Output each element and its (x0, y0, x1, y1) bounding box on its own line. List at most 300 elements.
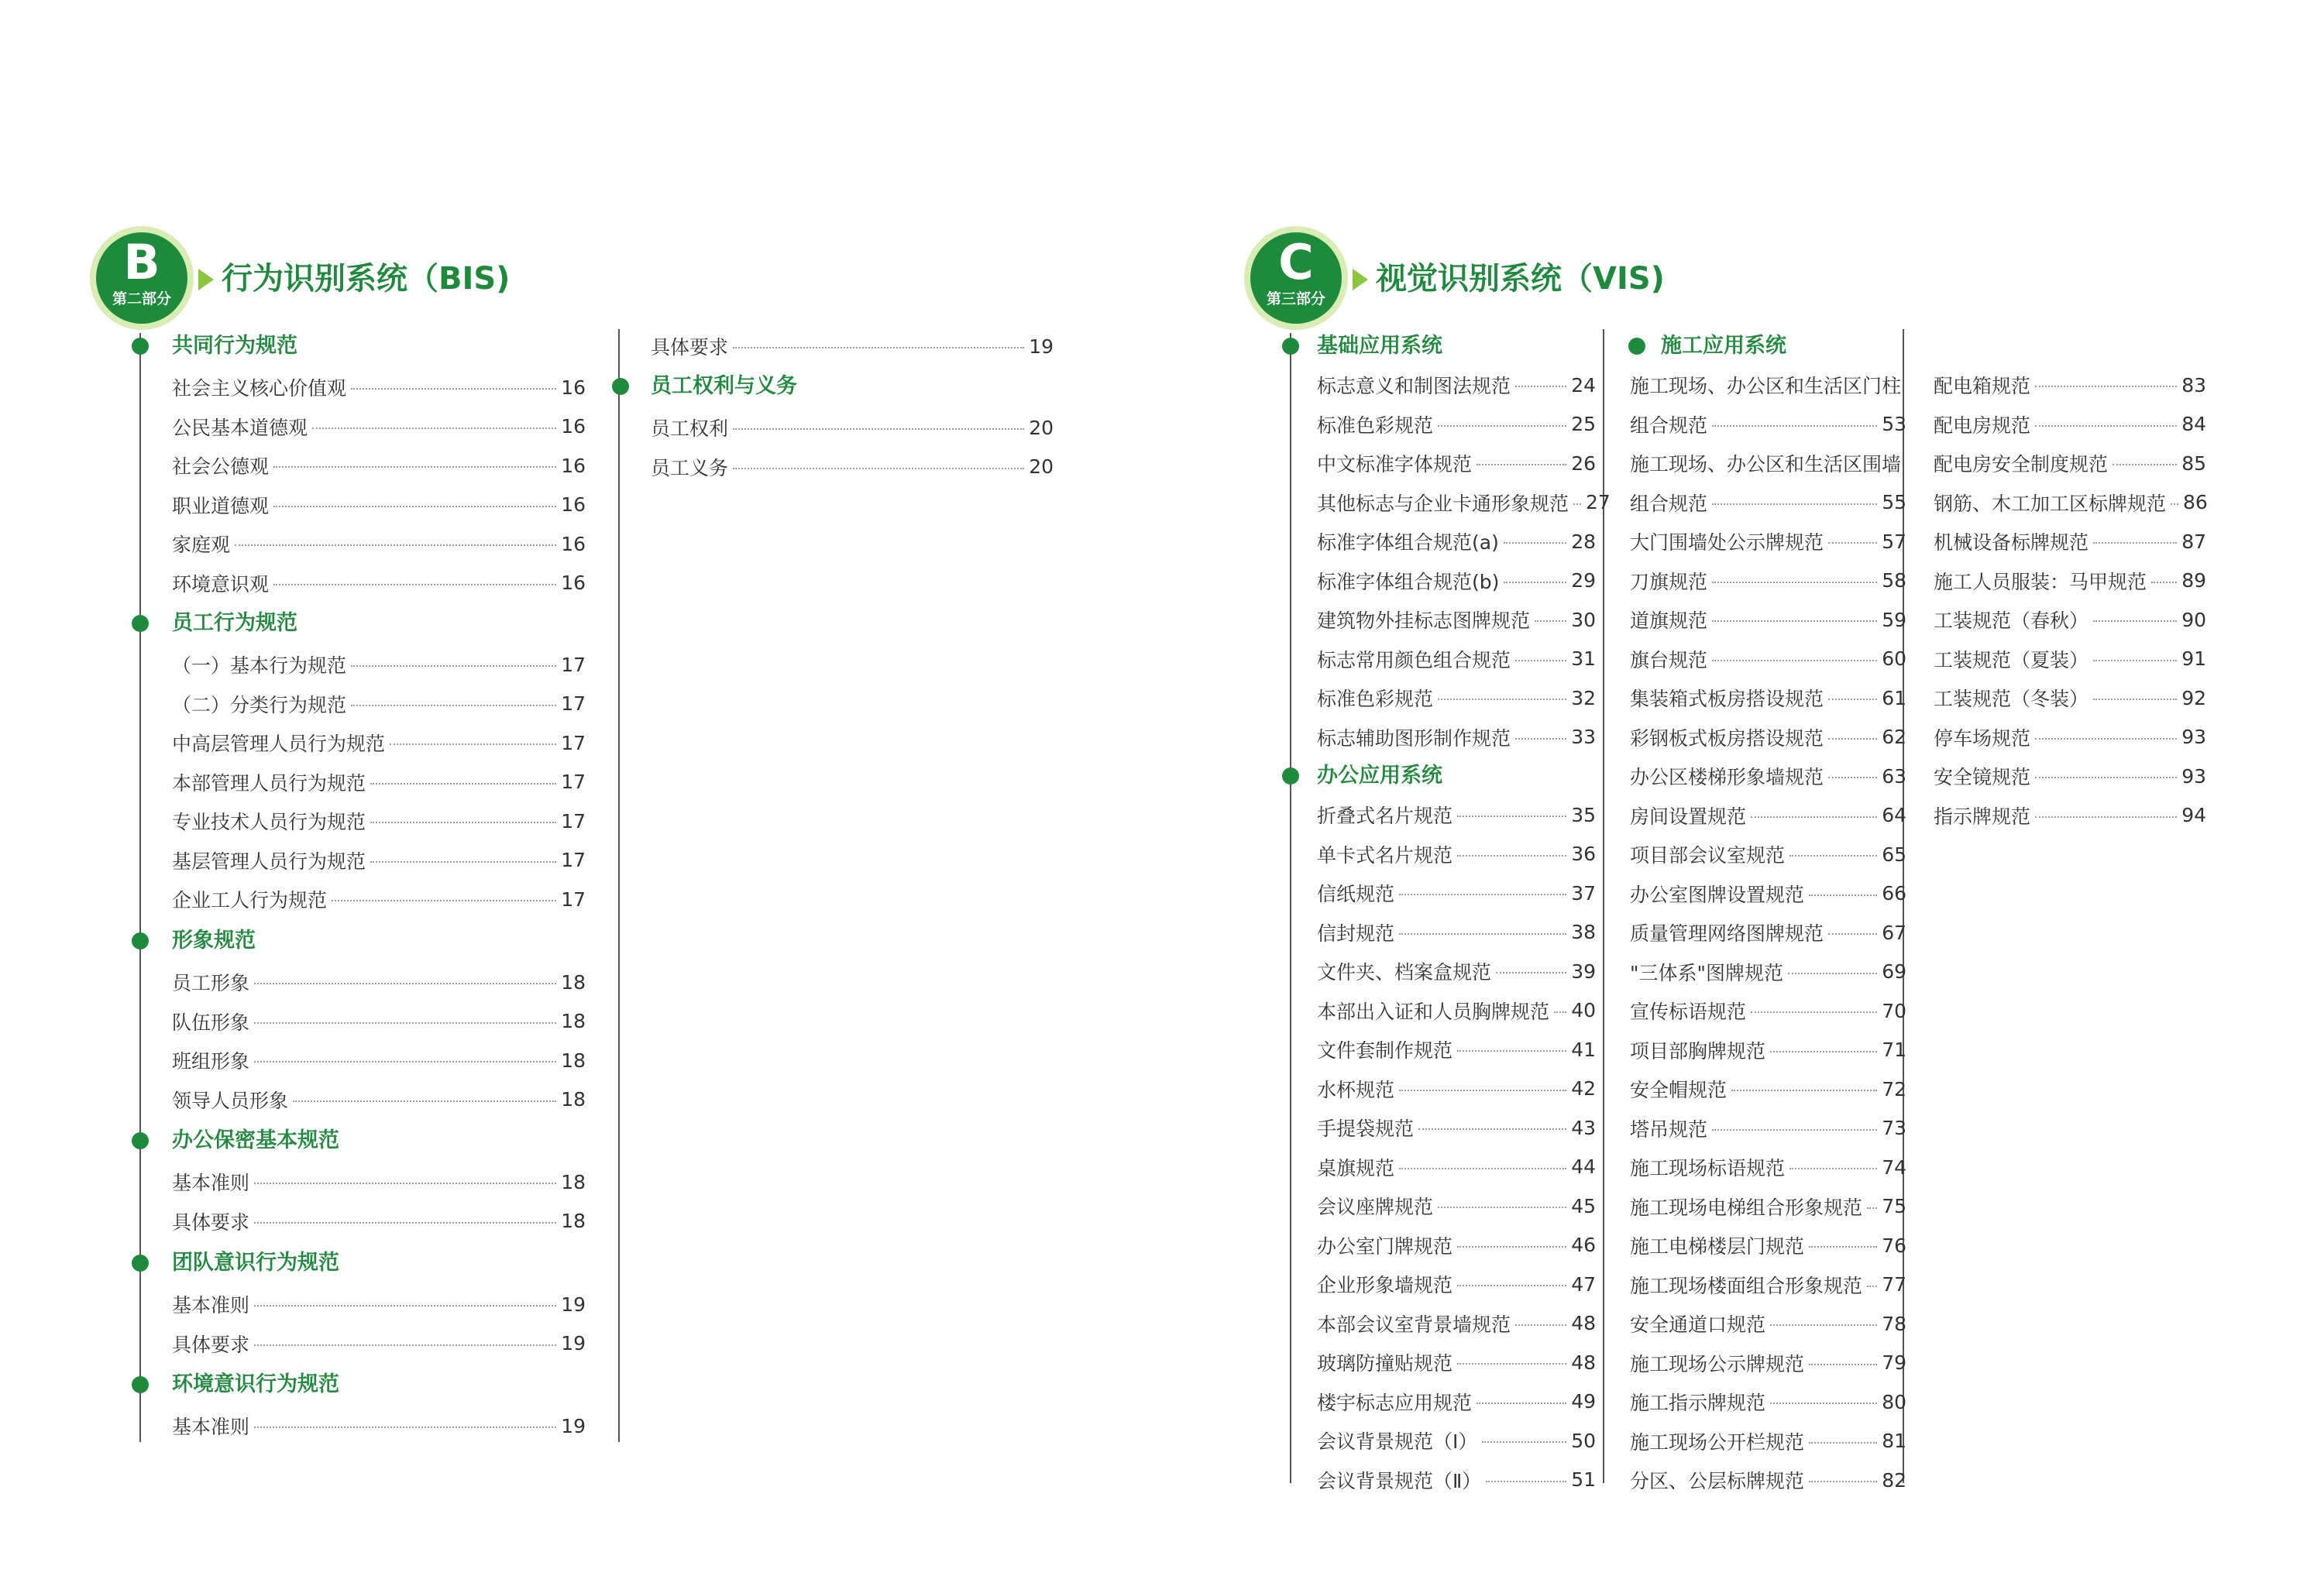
toc-entry[interactable] (651, 448, 1054, 486)
toc-entry-label: 楼宇标志应用规范 (1317, 1391, 1473, 1414)
toc-entry-label: 会议座牌规范 (1317, 1196, 1434, 1218)
toc-entry-label: 信封规范 (1317, 922, 1395, 945)
toc-entry[interactable] (172, 963, 586, 1001)
toc-entry[interactable] (1934, 366, 2206, 404)
toc-entry-page: 50 (1571, 1429, 1596, 1452)
toc-entry[interactable] (1630, 1382, 1906, 1421)
toc-entry-label: 会议背景规范（Ⅰ） (1317, 1430, 1478, 1453)
toc-entry-label: 分区、公层标牌规范 (1630, 1470, 1805, 1492)
toc-entry[interactable] (1934, 796, 2206, 835)
toc-entry[interactable] (1317, 444, 1596, 482)
toc-entry-label: 办公室门牌规范 (1317, 1234, 1453, 1258)
toc-entry-page: 59 (1882, 608, 1906, 631)
toc-entry[interactable] (1630, 796, 1906, 835)
toc-entry-page: 91 (2181, 647, 2206, 670)
toc-entry-page: 40 (1571, 999, 1596, 1021)
toc-entry-page: 49 (1571, 1390, 1596, 1413)
toc-entry-page: 41 (1571, 1038, 1596, 1061)
toc-entry-page: 57 (1882, 530, 1906, 553)
toc-entry[interactable] (172, 407, 586, 446)
toc-entry[interactable] (172, 446, 586, 485)
section-c-arrow-icon (1353, 269, 1368, 290)
toc-entry-label: 施工指示牌规范 (1630, 1392, 1766, 1414)
toc-entry-page: 18 (561, 1210, 586, 1232)
dot-leader (2035, 738, 2177, 740)
dot-leader (1712, 620, 1877, 622)
dot-leader (2035, 816, 2177, 818)
category-bullet-icon (1282, 338, 1299, 355)
toc-entry-page: 43 (1571, 1116, 1596, 1139)
toc-entry[interactable] (1630, 1304, 1906, 1343)
toc-entry-page: 18 (561, 1049, 586, 1072)
toc-entry[interactable] (1630, 1461, 1906, 1499)
toc-entry-label: 钢筋、木工加工区标牌规范 (1934, 492, 2167, 515)
dot-leader (254, 1427, 556, 1428)
toc-entry-page: 42 (1571, 1077, 1596, 1100)
toc-entry-label: 办公室图牌设置规范 (1630, 883, 1805, 906)
toc-entry[interactable] (1317, 522, 1596, 561)
toc-entry-label: 施工现场楼面组合形象规范 (1630, 1274, 1863, 1297)
toc-entry-label: 具体要求 (172, 1210, 250, 1234)
toc-entry-label: 施工人员服装：马甲规范 (1934, 570, 2147, 593)
toc-entry-page: 16 (561, 532, 586, 555)
toc-entry[interactable] (172, 1406, 586, 1445)
toc-entry[interactable] (1317, 952, 1596, 991)
dot-leader (2113, 464, 2177, 465)
toc-entry-page: 18 (561, 1010, 586, 1032)
toc-entry[interactable] (1317, 1226, 1596, 1265)
dot-leader (1496, 972, 1566, 973)
toc-entry-page: 36 (1571, 843, 1596, 865)
toc-entry[interactable] (172, 486, 586, 524)
category-heading: 形象规范 (172, 929, 256, 953)
dot-leader (1788, 973, 1877, 974)
dot-leader (1457, 815, 1566, 817)
toc-entry-page: 73 (1882, 1117, 1906, 1139)
toc-entry[interactable] (1630, 1422, 1906, 1461)
toc-entry-label: 施工电梯楼层门规范 (1630, 1235, 1805, 1258)
toc-entry-label: 信纸规范 (1317, 883, 1395, 905)
section-b-arrow-icon (198, 269, 214, 290)
toc-entry[interactable] (1317, 991, 1596, 1030)
toc-entry-label: 施工现场公示牌规范 (1630, 1352, 1805, 1375)
dot-leader (370, 822, 556, 823)
bis-col2-divider (618, 329, 620, 1442)
toc-entry-page: 58 (1882, 569, 1906, 592)
toc-entry[interactable] (1934, 561, 2206, 600)
dot-leader (370, 861, 556, 863)
toc-entry[interactable] (1630, 1265, 1906, 1304)
toc-entry[interactable] (1630, 405, 1906, 444)
toc-entry-label: 标准色彩规范 (1317, 414, 1434, 437)
toc-entry[interactable] (1317, 1461, 1596, 1499)
toc-entry[interactable] (1630, 522, 1906, 561)
toc-entry-label: 标志意义和制图法规范 (1317, 375, 1511, 397)
section-c-header (1244, 226, 1709, 335)
dot-leader (254, 1344, 556, 1346)
toc-entry-label: 基本准则 (172, 1172, 250, 1194)
dot-leader (1399, 933, 1566, 935)
toc-entry-label: 配电箱规范 (1934, 375, 2031, 397)
toc-entry[interactable] (1934, 718, 2206, 757)
dot-leader (1482, 1441, 1566, 1443)
toc-entry[interactable] (1317, 640, 1596, 678)
toc-entry[interactable] (172, 645, 586, 684)
toc-entry-label: 配电房规范 (1934, 414, 2031, 437)
toc-entry[interactable] (1317, 366, 1596, 404)
section-c-letter: C (1278, 234, 1314, 290)
toc-entry[interactable] (1317, 600, 1596, 639)
toc-entry[interactable] (1317, 1421, 1596, 1460)
toc-entry-label: 工装规范（冬装） (1934, 688, 2089, 710)
category-heading: 员工权利与义务 (651, 374, 797, 398)
toc-entry[interactable] (1934, 600, 2206, 639)
toc-entry[interactable] (1630, 913, 1906, 952)
dot-leader (2035, 386, 2177, 387)
toc-entry[interactable] (1317, 483, 1611, 522)
toc-entry[interactable] (172, 1080, 586, 1119)
toc-entry-label: 会议背景规范（Ⅱ） (1317, 1469, 1482, 1492)
toc-entry-page: 19 (1029, 335, 1054, 358)
toc-entry-page: 35 (1571, 803, 1596, 826)
dot-leader (351, 665, 556, 667)
dot-leader (1828, 777, 1877, 778)
toc-entry-page: 48 (1571, 1351, 1596, 1374)
toc-entry-label: 宣传标语规范 (1630, 1001, 1747, 1023)
toc-entry[interactable] (1630, 718, 1906, 757)
toc-entry[interactable] (1934, 405, 2206, 444)
toc-entry-label: 标志辅助图形制作规范 (1317, 726, 1511, 750)
dot-leader (1438, 1207, 1566, 1208)
toc-entry[interactable] (1630, 874, 1906, 913)
dot-leader (1867, 1286, 1877, 1287)
toc-entry[interactable] (172, 763, 586, 802)
toc-entry-label: 项目部会议室规范 (1630, 844, 1786, 867)
toc-entry[interactable] (1317, 1148, 1596, 1186)
toc-entry[interactable] (172, 1202, 586, 1241)
toc-entry-page: 76 (1882, 1234, 1906, 1257)
dot-leader (1399, 1168, 1566, 1169)
toc-entry-label: 社会主义核心价值观 (172, 377, 347, 400)
toc-entry[interactable] (1630, 483, 1906, 522)
dot-leader (1515, 660, 1566, 661)
toc-entry-page: 29 (1571, 569, 1596, 592)
dot-leader (1535, 620, 1566, 622)
toc-entry-label: 文件夹、档案盒规范 (1317, 961, 1492, 984)
category-bullet-icon (132, 615, 149, 632)
toc-entry[interactable] (1317, 405, 1596, 444)
toc-entry[interactable] (1630, 640, 1906, 678)
dot-leader (1438, 425, 1566, 427)
toc-entry[interactable] (1317, 874, 1596, 912)
toc-entry[interactable] (172, 723, 586, 762)
toc-entry-page: 32 (1571, 686, 1596, 709)
category-bullet-icon (132, 1376, 149, 1393)
toc-entry[interactable] (1317, 678, 1596, 717)
toc-entry-page: 16 (561, 572, 586, 594)
toc-entry-page: 47 (1571, 1272, 1596, 1296)
dot-leader (1712, 582, 1877, 583)
toc-entry-label: 房间设置规范 (1630, 805, 1747, 828)
dot-leader (1789, 1168, 1877, 1169)
toc-entry-page: 25 (1571, 413, 1596, 435)
toc-entry-page: 83 (2181, 373, 2206, 397)
category-heading: 办公保密基本规范 (172, 1128, 339, 1152)
category-bullet-icon (132, 338, 149, 355)
dot-leader (1712, 503, 1877, 505)
toc-entry-page: 93 (2181, 726, 2206, 748)
toc-entry-label: 手提袋规范 (1317, 1118, 1415, 1140)
toc-entry[interactable] (172, 880, 586, 918)
toc-entry[interactable] (1317, 835, 1596, 874)
toc-entry[interactable] (1317, 1030, 1596, 1069)
toc-entry[interactable] (1630, 1344, 1906, 1382)
toc-entry-label: 员工权利 (651, 417, 729, 440)
toc-entry-page: 30 (1571, 608, 1596, 631)
toc-entry-label: 标志常用颜色组合规范 (1317, 648, 1511, 671)
toc-entry[interactable] (1317, 1265, 1596, 1303)
toc-entry[interactable] (172, 841, 586, 880)
toc-entry[interactable] (1317, 795, 1596, 834)
category-heading: 施工应用系统 (1661, 334, 1786, 358)
toc-entry[interactable] (1317, 1382, 1596, 1421)
toc-entry[interactable] (651, 327, 1054, 366)
toc-entry[interactable] (1934, 678, 2206, 717)
toc-entry-page: 80 (1882, 1390, 1906, 1413)
toc-entry-label: 标准字体组合规范(b) (1317, 570, 1500, 593)
toc-entry[interactable] (1630, 1187, 1906, 1226)
toc-entry-label: 公民基本道德观 (172, 416, 308, 439)
toc-entry-page: 82 (1882, 1468, 1906, 1492)
toc-entry-page: 16 (561, 454, 586, 477)
toc-entry[interactable] (1630, 444, 1906, 482)
toc-entry-page: 46 (1571, 1234, 1596, 1256)
toc-entry-label: 本部出入证和人员胸牌规范 (1317, 1000, 1550, 1023)
toc-entry[interactable] (1630, 1226, 1906, 1265)
toc-entry-page: 65 (1882, 843, 1906, 866)
toc-entry[interactable] (1630, 366, 1906, 404)
toc-entry-page: 19 (561, 1293, 586, 1316)
toc-entry[interactable] (1934, 483, 2206, 522)
toc-entry-page: 62 (1882, 726, 1906, 748)
toc-entry-label: 施工现场电梯组合形象规范 (1630, 1196, 1863, 1219)
toc-entry-page: 55 (1882, 491, 1906, 513)
dot-leader (1515, 386, 1566, 387)
toc-entry-page: 26 (1571, 452, 1596, 475)
toc-entry[interactable] (1317, 561, 1596, 600)
toc-entry[interactable] (1630, 600, 1906, 639)
dot-leader (1515, 738, 1566, 740)
dot-leader (351, 705, 556, 706)
dot-leader (1867, 1207, 1877, 1209)
dot-leader (273, 584, 556, 585)
toc-entry-label: 建筑物外挂标志图牌规范 (1317, 609, 1531, 632)
toc-entry-label: 中文标准字体规范 (1317, 453, 1473, 476)
dot-leader (1554, 1011, 1566, 1013)
section-b-letter: B (123, 234, 160, 290)
dot-leader (1477, 1403, 1566, 1404)
toc-entry-page: 85 (2181, 452, 2206, 475)
toc-entry-label: 折叠式名片规范 (1317, 805, 1453, 827)
toc-entry-label: 本部管理人员行为规范 (172, 771, 366, 795)
toc-entry[interactable] (172, 685, 586, 723)
dot-leader (1457, 855, 1566, 857)
dot-leader (1515, 1324, 1566, 1326)
toc-entry-page: 69 (1882, 960, 1906, 983)
toc-entry-page: 72 (1882, 1077, 1906, 1100)
dot-leader (1712, 660, 1877, 661)
toc-entry[interactable] (172, 1162, 586, 1201)
toc-entry-label: 玻璃防撞贴规范 (1317, 1352, 1453, 1375)
dot-leader (1712, 425, 1877, 427)
toc-entry[interactable] (172, 1002, 586, 1041)
toc-entry-label: 办公区楼梯形象墙规范 (1630, 766, 1824, 788)
dot-leader (293, 1100, 556, 1102)
toc-entry-page: 79 (1882, 1351, 1906, 1374)
toc-entry-label: 工装规范（春秋） (1934, 609, 2089, 632)
category-bullet-icon (1628, 338, 1645, 355)
dot-leader (1828, 738, 1877, 740)
toc-entry[interactable] (1630, 678, 1906, 717)
toc-entry[interactable] (172, 564, 586, 603)
toc-entry[interactable] (172, 1285, 586, 1324)
category-heading: 基础应用系统 (1317, 334, 1442, 358)
category-bullet-icon (132, 932, 149, 949)
toc-entry[interactable] (1630, 835, 1906, 874)
toc-entry-label: 道旗规范 (1630, 609, 1708, 632)
toc-entry-label: 标准字体组合规范(a) (1317, 531, 1499, 554)
toc-entry-page: 27 (1586, 491, 1611, 513)
dot-leader (1789, 855, 1877, 857)
toc-entry-label: 中高层管理人员行为规范 (172, 733, 386, 755)
toc-entry[interactable] (172, 1324, 586, 1363)
toc-entry-page: 20 (1029, 416, 1054, 439)
category-bullet-icon (132, 1132, 149, 1149)
toc-entry[interactable] (1317, 1304, 1596, 1343)
toc-entry[interactable] (651, 408, 1054, 447)
dot-leader (254, 1061, 556, 1063)
toc-entry-label: 桌旗规范 (1317, 1156, 1395, 1179)
toc-entry[interactable] (1630, 561, 1906, 600)
toc-entry-label: 企业工人行为规范 (172, 889, 328, 912)
toc-entry-page: 53 (1882, 413, 1906, 435)
toc-entry-label: 专业技术人员行为规范 (172, 811, 366, 833)
toc-entry-label: 彩钢板式板房搭设规范 (1630, 726, 1824, 750)
toc-entry-label: 塔吊规范 (1630, 1118, 1708, 1141)
toc-entry[interactable] (1317, 1343, 1596, 1382)
dot-leader (1504, 542, 1566, 544)
dot-leader (254, 1183, 556, 1184)
toc-entry-label: 组合规范 (1630, 414, 1708, 437)
dot-leader (1828, 933, 1877, 935)
toc-entry[interactable] (1630, 1031, 1906, 1070)
section-c-badge (1244, 226, 1348, 330)
section-b-part: 第二部分 (112, 290, 171, 307)
toc-entry[interactable] (1317, 1108, 1596, 1147)
toc-entry-label: 安全帽规范 (1630, 1079, 1728, 1101)
toc-entry[interactable] (1630, 757, 1906, 795)
toc-entry[interactable] (172, 802, 586, 840)
dot-leader (733, 468, 1024, 469)
toc-entry[interactable] (1934, 444, 2206, 482)
dot-leader (1457, 1246, 1566, 1248)
toc-entry-page: 92 (2181, 686, 2206, 709)
toc-entry-label: "三体系"图牌规范 (1630, 961, 1783, 984)
dot-leader (2093, 699, 2177, 700)
toc-entry-page: 86 (2183, 491, 2208, 513)
toc-entry-label: 旗台规范 (1630, 648, 1708, 671)
toc-entry[interactable] (1317, 913, 1596, 952)
toc-entry[interactable] (1934, 522, 2206, 561)
toc-entry-page: 39 (1571, 960, 1596, 983)
toc-entry[interactable] (1630, 1070, 1906, 1108)
toc-entry-page: 24 (1571, 373, 1596, 397)
bis-col1-line (139, 333, 141, 1442)
toc-entry-page: 19 (561, 1332, 586, 1355)
toc-entry-page: 61 (1882, 686, 1906, 709)
toc-entry-page: 94 (2181, 804, 2206, 826)
toc-entry[interactable] (1630, 991, 1906, 1030)
toc-entry-label: 停车场规范 (1934, 726, 2031, 750)
toc-entry[interactable] (172, 1041, 586, 1080)
toc-entry-label: 基本准则 (172, 1294, 250, 1317)
toc-entry[interactable] (1317, 718, 1596, 757)
toc-entry[interactable] (1934, 757, 2206, 795)
dot-leader (1504, 582, 1566, 583)
toc-entry-page: 16 (561, 376, 586, 399)
toc-entry-label: 集装箱式板房搭设规范 (1630, 688, 1824, 710)
toc-entry[interactable] (1630, 1148, 1906, 1186)
dot-leader (1486, 1481, 1566, 1482)
dot-leader (390, 743, 556, 745)
toc-entry-label: 基本准则 (172, 1416, 250, 1438)
dot-leader (273, 506, 556, 507)
dot-leader (1809, 1364, 1877, 1365)
toc-entry-label: 质量管理网络图牌规范 (1630, 922, 1824, 945)
toc-entry-page: 74 (1882, 1155, 1906, 1179)
toc-entry-label: 施工现场、办公区和生活区门柱 (1630, 375, 1902, 397)
dot-leader (1828, 699, 1877, 700)
dot-leader (2035, 425, 2177, 427)
toc-entry-page: 17 (561, 809, 586, 833)
toc-entry[interactable] (1934, 640, 2206, 678)
toc-entry-label: 队伍形象 (172, 1011, 250, 1034)
toc-entry-page: 64 (1882, 804, 1906, 826)
toc-entry[interactable] (1630, 953, 1906, 991)
toc-entry-page: 17 (561, 692, 586, 715)
toc-entry[interactable] (172, 368, 586, 407)
toc-entry[interactable] (172, 524, 586, 563)
toc-entry-page: 90 (2181, 608, 2206, 631)
dot-leader (254, 1022, 556, 1024)
toc-entry-page: 77 (1882, 1273, 1906, 1296)
toc-entry-page: 31 (1571, 647, 1596, 670)
toc-entry-page: 51 (1571, 1468, 1596, 1491)
toc-entry-page: 28 (1571, 530, 1596, 553)
dot-leader (273, 466, 556, 468)
dot-leader (1731, 1090, 1877, 1091)
category-heading: 办公应用系统 (1317, 764, 1442, 788)
toc-entry-page: 18 (561, 1170, 586, 1193)
toc-entry[interactable] (1317, 1186, 1596, 1225)
toc-entry[interactable] (1317, 1070, 1596, 1108)
toc-entry-page: 16 (561, 493, 586, 516)
category-heading: 共同行为规范 (172, 334, 297, 358)
toc-entry-label: 员工义务 (651, 456, 729, 479)
toc-entry-page: 38 (1571, 921, 1596, 943)
toc-entry-page: 67 (1882, 921, 1906, 944)
toc-entry[interactable] (1630, 1109, 1906, 1148)
